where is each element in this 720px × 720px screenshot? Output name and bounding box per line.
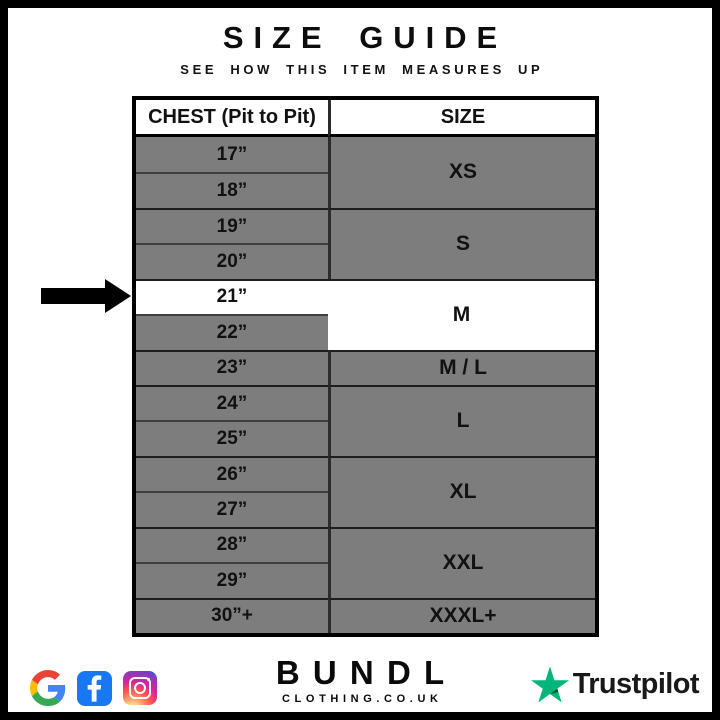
chest-cell-27: 27”: [136, 491, 328, 526]
chest-cell-19: 19”: [136, 208, 328, 243]
chest-cell-24: 24”: [136, 385, 328, 420]
chest-cell-20: 20”: [136, 243, 328, 278]
chest-cell-23: 23”: [136, 350, 328, 385]
size-cell-s: S: [328, 208, 595, 279]
brand-domain: CLOTHING.CO.UK: [281, 693, 443, 705]
trustpilot-label: Trustpilot: [572, 668, 699, 700]
chest-cell-21-highlighted: 21”: [136, 279, 328, 314]
chest-cell-22: 22”: [136, 314, 328, 349]
brand-name: BUNDL: [275, 654, 458, 691]
size-cell-m-highlighted: M: [328, 279, 595, 350]
page-title: SIZE GUIDE: [222, 20, 508, 55]
chest-cell-29: 29”: [136, 562, 328, 597]
chest-cell-17: 17”: [136, 137, 328, 172]
size-cell-m-l: M / L: [328, 350, 595, 385]
size-cell-xxl: XXL: [328, 527, 595, 598]
row-pointer-arrow-icon: [41, 278, 132, 314]
chest-cell-18: 18”: [136, 172, 328, 207]
size-cell-l: L: [328, 385, 595, 456]
chest-cell-25: 25”: [136, 420, 328, 455]
column-header-chest: CHEST (Pit to Pit): [136, 100, 328, 137]
chest-cell-26: 26”: [136, 456, 328, 491]
trustpilot-logo: [531, 666, 699, 703]
size-cell-xl: XL: [328, 456, 595, 527]
size-cell-xs: XS: [328, 137, 595, 208]
size-guide-table: [132, 96, 599, 637]
column-header-size: SIZE: [328, 100, 595, 137]
chest-cell-28: 28”: [136, 527, 328, 562]
chest-cell-30-plus: 30”+: [136, 598, 328, 633]
page-subtitle: SEE HOW THIS ITEM MEASURES UP: [180, 62, 544, 77]
trustpilot-star-icon: [531, 666, 569, 703]
size-cell-xxxl-plus: XXXL+: [328, 598, 595, 633]
